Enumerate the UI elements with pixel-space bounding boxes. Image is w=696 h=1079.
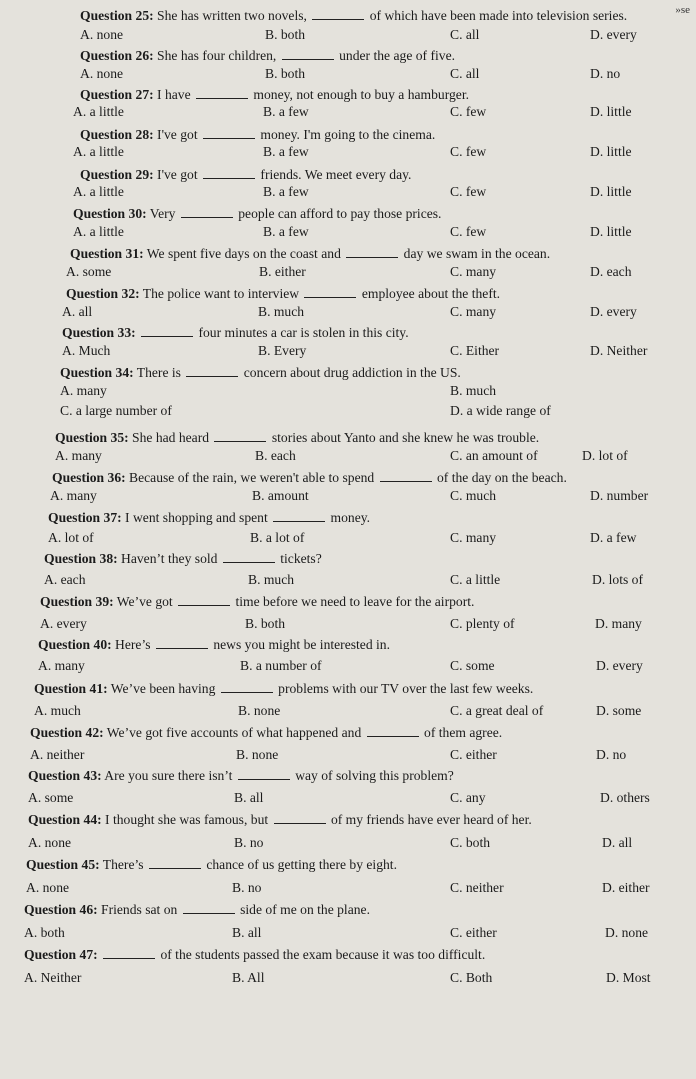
question-text-after-blank: stories about Yanto and she knew he was trouble. [268, 430, 540, 445]
answer-option-d[interactable]: D. each [590, 264, 632, 279]
answer-option-a[interactable]: A. much [34, 703, 81, 718]
answer-option-c[interactable]: C. some [450, 658, 495, 673]
answer-option-c[interactable]: C. many [450, 530, 497, 545]
question-number: Question 33: [62, 325, 136, 340]
answer-option-a[interactable]: A. a little [73, 224, 124, 239]
question-stem [70, 246, 550, 262]
question-text-after-blank: concern about drug addiction in the US. [240, 365, 461, 380]
answer-option-a[interactable]: A. many [55, 448, 102, 463]
answer-option-a[interactable]: A. many [60, 383, 107, 398]
answer-option-c[interactable]: C. a great deal of [450, 703, 544, 718]
answer-option-b[interactable]: B. either [259, 264, 306, 279]
answer-option-b[interactable]: B. both [245, 616, 286, 631]
answer-option-a[interactable]: A. a little [73, 144, 124, 159]
answer-option-d[interactable]: D. Neither [590, 343, 648, 358]
question-text-after-blank: news you might be interested in. [209, 637, 391, 652]
question-text-before-blank: We’ve been having [107, 681, 219, 696]
answer-blank[interactable] [214, 430, 266, 442]
answer-blank[interactable] [221, 681, 273, 693]
answer-option-c[interactable]: C. an amount of [450, 448, 538, 463]
question-text-before-blank: We’ve got five accounts of what happened and [103, 725, 365, 740]
question-number: Question 31: [70, 246, 144, 261]
question-stem [80, 87, 469, 103]
answer-option-b[interactable]: B. much [450, 383, 497, 398]
answer-blank[interactable] [149, 857, 201, 869]
question-stem [80, 8, 627, 24]
answer-option-b[interactable]: B. all [232, 925, 262, 940]
answer-option-b[interactable]: B. no [232, 880, 262, 895]
corner-text: »se [675, 4, 690, 16]
question-stem [28, 812, 532, 828]
answer-blank[interactable] [312, 8, 364, 20]
answer-option-d[interactable]: D. lots of [592, 572, 643, 587]
question-text-before-blank: There is [133, 365, 185, 380]
answer-option-b[interactable]: B. much [258, 304, 305, 319]
question-number: Question 32: [66, 286, 140, 301]
question-stem [48, 510, 370, 526]
answer-option-b[interactable]: B. none [238, 703, 281, 718]
question-text-before-blank: Because of the rain, we weren't able to spend [125, 470, 378, 485]
answer-option-d[interactable]: D. every [590, 27, 637, 42]
answer-option-b[interactable]: B. all [234, 790, 264, 805]
answer-blank[interactable] [273, 510, 325, 522]
question-number: Question 25: [80, 8, 154, 23]
question-number: Question 26: [80, 48, 154, 63]
question-text-after-blank: day we swam in the ocean. [400, 246, 551, 261]
answer-option-b[interactable]: B. a lot of [250, 530, 305, 545]
question-text-before-blank: We’ve got [113, 594, 177, 609]
answer-option-b[interactable]: B. much [248, 572, 295, 587]
question-number: Question 41: [34, 681, 108, 696]
answer-blank[interactable] [178, 594, 230, 606]
answer-option-d[interactable]: D. many [595, 616, 642, 631]
answer-option-a[interactable]: A. some [28, 790, 74, 805]
question-text-before-blank: Haven’t they sold [117, 551, 221, 566]
answer-option-a[interactable]: A. each [44, 572, 86, 587]
answer-blank[interactable] [274, 812, 326, 824]
answer-option-a[interactable]: A. neither [30, 747, 85, 762]
answer-option-b[interactable]: B. a few [263, 224, 309, 239]
question-number: Question 42: [30, 725, 104, 740]
question-number: Question 44: [28, 812, 102, 827]
question-text-before-blank [136, 325, 139, 340]
answer-option-c[interactable]: C. Both [450, 970, 493, 985]
question-text-after-blank: time before we need to leave for the airport. [232, 594, 475, 609]
question-number: Question 38: [44, 551, 118, 566]
answer-option-b[interactable]: B. both [265, 27, 306, 42]
answer-option-d[interactable]: D. lot of [582, 448, 628, 463]
question-text-before-blank: The police want to interview [139, 286, 303, 301]
question-stem [62, 325, 409, 341]
answer-option-c[interactable]: C. either [450, 925, 497, 940]
question-text-before-blank: She has four children, [153, 48, 280, 63]
question-text-after-blank: friends. We meet every day. [257, 167, 412, 182]
answer-option-c[interactable]: C. a large number of [60, 403, 172, 418]
question-text-after-blank: of my friends have ever heard of her. [327, 812, 532, 827]
question-text-before-blank: I went shopping and spent [121, 510, 272, 525]
answer-blank[interactable] [181, 206, 233, 218]
answer-option-d[interactable]: D. no [596, 747, 627, 762]
answer-option-b[interactable]: B. no [234, 835, 264, 850]
question-text-after-blank: of the day on the beach. [433, 470, 567, 485]
answer-option-c[interactable]: C. a little [450, 572, 501, 587]
answer-option-a[interactable]: A. a little [73, 184, 124, 199]
question-stem [30, 725, 502, 741]
question-number: Question 35: [55, 430, 129, 445]
answer-option-b[interactable]: B. a few [263, 144, 309, 159]
question-text-after-blank: money. [327, 510, 371, 525]
question-stem [60, 365, 461, 381]
question-stem [52, 470, 567, 486]
question-text-after-blank: tickets? [276, 551, 322, 566]
question-stem [55, 430, 539, 446]
answer-option-d[interactable]: D. a few [590, 530, 637, 545]
question-stem [66, 286, 500, 302]
answer-blank[interactable] [238, 768, 290, 780]
answer-option-c[interactable]: C. few [450, 144, 487, 159]
question-text-before-blank: Here’s [111, 637, 154, 652]
answer-option-a[interactable]: A. none [28, 835, 72, 850]
answer-option-d[interactable]: D. little [590, 184, 632, 199]
question-text-after-blank: of them agree. [420, 725, 503, 740]
question-text-before-blank: I've got [153, 167, 202, 182]
question-text-before-blank [98, 947, 101, 962]
question-stem [24, 902, 370, 918]
answer-option-c[interactable]: C. either [450, 747, 497, 762]
answer-blank[interactable] [183, 902, 235, 914]
answer-option-b[interactable]: B. a few [263, 184, 309, 199]
answer-option-d[interactable]: D. none [605, 925, 649, 940]
answer-option-d[interactable]: D. no [590, 66, 621, 81]
answer-blank[interactable] [203, 127, 255, 139]
answer-option-c[interactable]: C. many [450, 304, 497, 319]
answer-option-d[interactable]: D. number [590, 488, 649, 503]
question-text-after-blank: way of solving this problem? [291, 768, 454, 783]
answer-option-a[interactable]: A. many [38, 658, 85, 673]
question-stem [26, 857, 397, 873]
answer-option-c[interactable]: C. many [450, 264, 497, 279]
answer-blank[interactable] [196, 87, 248, 99]
answer-option-a[interactable]: A. none [80, 27, 124, 42]
answer-option-c[interactable]: C. all [450, 27, 480, 42]
answer-option-a[interactable]: A. many [50, 488, 97, 503]
answer-option-b[interactable]: B. each [255, 448, 296, 463]
question-text-after-blank: under the age of five. [335, 48, 456, 63]
question-text-before-blank: I have [153, 87, 195, 102]
question-stem [40, 594, 474, 610]
answer-option-b[interactable]: B. Every [258, 343, 307, 358]
question-text-after-blank: problems with our TV over the last few weeks. [274, 681, 534, 696]
answer-option-c[interactable]: C. few [450, 104, 487, 119]
question-number: Question 29: [80, 167, 154, 182]
answer-option-c[interactable]: C. plenty of [450, 616, 515, 631]
question-stem [44, 551, 322, 567]
answer-option-c[interactable]: C. much [450, 488, 497, 503]
question-number: Question 34: [60, 365, 134, 380]
question-number: Question 43: [28, 768, 102, 783]
question-number: Question 45: [26, 857, 100, 872]
question-stem [80, 167, 411, 183]
answer-option-d[interactable]: D. every [590, 304, 637, 319]
answer-blank[interactable] [367, 725, 419, 737]
answer-option-d[interactable]: D. others [600, 790, 650, 805]
answer-option-c[interactable]: C. all [450, 66, 480, 81]
question-text-before-blank: Friends sat on [97, 902, 181, 917]
answer-blank[interactable] [141, 325, 193, 337]
answer-option-c[interactable]: C. Either [450, 343, 500, 358]
answer-option-b[interactable]: B. a number of [240, 658, 322, 673]
question-text-before-blank: I've got [153, 127, 202, 142]
answer-option-d[interactable]: D. a wide range of [450, 403, 551, 418]
answer-option-d[interactable]: D. Most [606, 970, 651, 985]
answer-option-a[interactable]: A. Much [62, 343, 111, 358]
question-text-after-blank: employee about the theft. [358, 286, 501, 301]
question-text-after-blank: people can afford to pay those prices. [234, 206, 442, 221]
question-text-after-blank: side of me on the plane. [236, 902, 370, 917]
answer-option-b[interactable]: B. a few [263, 104, 309, 119]
answer-option-b[interactable]: B. All [232, 970, 265, 985]
question-number: Question 27: [80, 87, 154, 102]
answer-blank[interactable] [346, 246, 398, 258]
answer-blank[interactable] [186, 365, 238, 377]
question-stem [73, 206, 441, 222]
answer-option-d[interactable]: D. little [590, 104, 632, 119]
question-text-after-blank: money. I'm going to the cinema. [257, 127, 436, 142]
answer-blank[interactable] [380, 470, 432, 482]
answer-option-b[interactable]: B. amount [252, 488, 309, 503]
question-text-before-blank: Are you sure there isn’t [101, 768, 236, 783]
question-number: Question 39: [40, 594, 114, 609]
question-text-after-blank: of the students passed the exam because it was too difficult. [157, 947, 486, 962]
question-number: Question 30: [73, 206, 147, 221]
answer-option-a[interactable]: A. some [66, 264, 112, 279]
answer-option-a[interactable]: A. all [62, 304, 93, 319]
answer-option-c[interactable]: C. few [450, 184, 487, 199]
answer-option-b[interactable]: B. none [236, 747, 279, 762]
answer-option-d[interactable]: D. little [590, 224, 632, 239]
question-stem [80, 127, 435, 143]
answer-option-d[interactable]: D. either [602, 880, 650, 895]
answer-blank[interactable] [103, 947, 155, 959]
question-text-before-blank: I thought she was famous, but [101, 812, 272, 827]
answer-option-a[interactable]: A. every [40, 616, 87, 631]
question-number: Question 46: [24, 902, 98, 917]
answer-option-c[interactable]: C. few [450, 224, 487, 239]
question-stem [28, 768, 454, 784]
question-stem [38, 637, 390, 653]
answer-option-d[interactable]: D. some [596, 703, 642, 718]
answer-blank[interactable] [282, 48, 334, 60]
question-stem [80, 48, 455, 64]
question-number: Question 37: [48, 510, 122, 525]
question-number: Question 28: [80, 127, 154, 142]
answer-option-a[interactable]: A. lot of [48, 530, 94, 545]
question-text-before-blank: Very [146, 206, 179, 221]
answer-option-c[interactable]: C. neither [450, 880, 504, 895]
question-text-before-blank: She has written two novels, [153, 8, 311, 23]
question-stem [34, 681, 533, 697]
answer-option-d[interactable]: D. every [596, 658, 643, 673]
question-text-before-blank: We spent five days on the coast and [143, 246, 345, 261]
answer-option-a[interactable]: A. none [26, 880, 70, 895]
answer-option-a[interactable]: A. a little [73, 104, 124, 119]
question-number: Question 36: [52, 470, 126, 485]
answer-option-b[interactable]: B. both [265, 66, 306, 81]
answer-option-a[interactable]: A. Neither [24, 970, 82, 985]
answer-option-c[interactable]: C. both [450, 835, 491, 850]
answer-blank[interactable] [156, 637, 208, 649]
question-text-after-blank: chance of us getting there by eight. [202, 857, 397, 872]
question-text-before-blank: There’s [99, 857, 147, 872]
answer-option-c[interactable]: C. any [450, 790, 486, 805]
question-number: Question 47: [24, 947, 98, 962]
answer-option-d[interactable]: D. little [590, 144, 632, 159]
answer-blank[interactable] [203, 167, 255, 179]
answer-option-d[interactable]: D. all [602, 835, 633, 850]
answer-blank[interactable] [304, 286, 356, 298]
question-number: Question 40: [38, 637, 112, 652]
question-text-after-blank: of which have been made into television series. [366, 8, 628, 23]
answer-blank[interactable] [223, 551, 275, 563]
answer-option-a[interactable]: A. both [24, 925, 65, 940]
question-text-after-blank: money, not enough to buy a hamburger. [250, 87, 470, 102]
question-text-after-blank: four minutes a car is stolen in this city. [195, 325, 409, 340]
answer-option-a[interactable]: A. none [80, 66, 124, 81]
question-stem [24, 947, 485, 963]
question-text-before-blank: She had heard [128, 430, 213, 445]
